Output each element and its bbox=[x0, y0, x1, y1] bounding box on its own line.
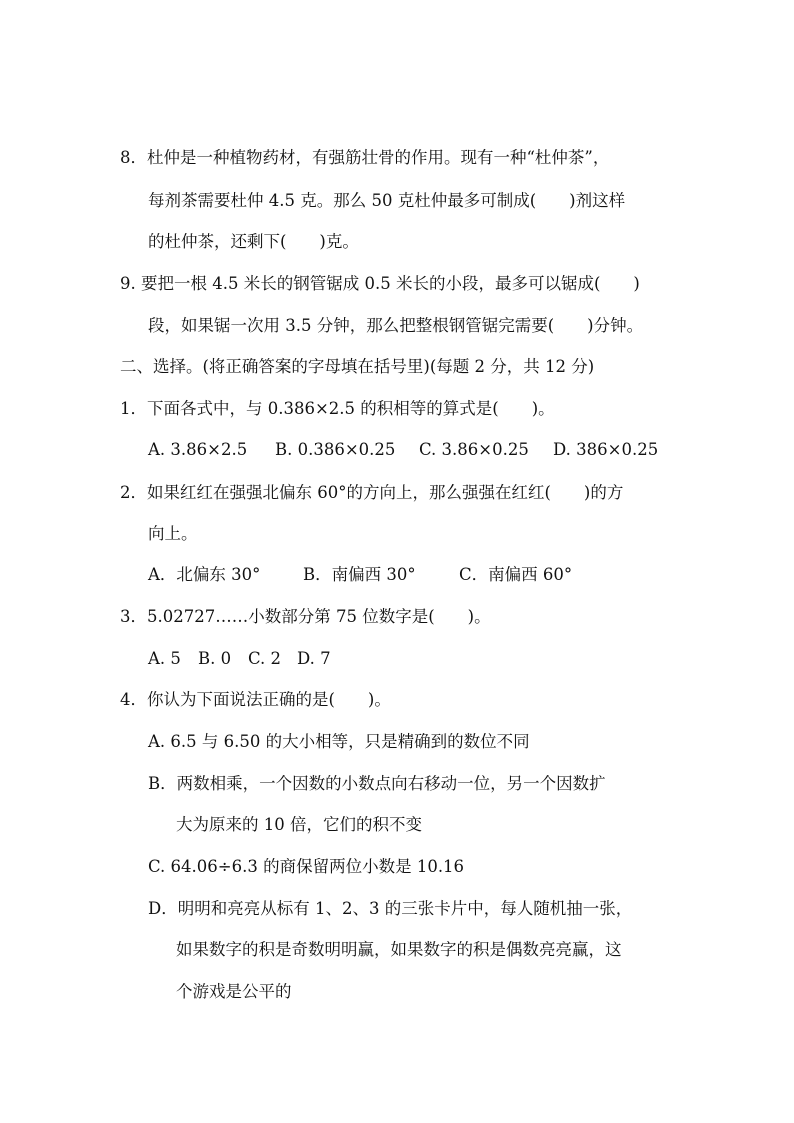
choice-q1-stem: 1．下面各式中，与 0.386×2.5 的积相等的算式是( )。 bbox=[120, 399, 555, 418]
choice-q3-option-a: A. 5 bbox=[148, 649, 181, 668]
choice-q2-option-b: B．南偏西 30° bbox=[303, 565, 416, 584]
choice-q1-option-a: A. 3.86×2.5 bbox=[148, 440, 248, 459]
choice-q2-option-c: C．南偏西 60° bbox=[459, 565, 573, 584]
choice-q3-option-b: B. 0 bbox=[198, 649, 232, 668]
choice-q4-option-b-line2: 大为原来的 10 倍，它们的积不变 bbox=[176, 815, 422, 834]
choice-q4-option-b-line1: B．两数相乘，一个因数的小数点向右移动一位，另一个因数扩 bbox=[148, 774, 606, 793]
q8-line3: 的杜仲茶，还剩下( )克。 bbox=[148, 232, 359, 251]
q9-line2: 段，如果锯一次用 3.5 分钟，那么把整根钢管锯完需要( )分钟。 bbox=[148, 316, 644, 335]
choice-q4-option-d-line1: D．明明和亮亮从标有 1、2、3 的三张卡片中，每人随机抽一张， bbox=[148, 899, 633, 918]
q8-line2: 每剂茶需要杜仲 4.5 克。那么 50 克杜仲最多可制成( )剂这样 bbox=[148, 191, 626, 210]
choice-q4-option-d-line2: 如果数字的积是奇数明明赢，如果数字的积是偶数亮亮赢，这 bbox=[176, 940, 622, 959]
q9-line1: 9. 要把一根 4.5 米长的钢管锯成 0.5 米长的小段，最多可以锯成( ) bbox=[120, 274, 640, 293]
choice-q2-option-a: A．北偏东 30° bbox=[148, 565, 261, 584]
choice-q4-option-d-line3: 个游戏是公平的 bbox=[176, 982, 292, 1001]
choice-q3-option-d: D. 7 bbox=[297, 649, 331, 668]
choice-q1-option-d: D. 386×0.25 bbox=[553, 440, 659, 459]
choice-q1-option-c: C. 3.86×0.25 bbox=[419, 440, 529, 459]
choice-q2-stem-line1: 2．如果红红在强强北偏东 60°的方向上，那么强强在红红( )的方 bbox=[120, 483, 624, 502]
choice-q4-stem: 4．你认为下面说法正确的是( )。 bbox=[120, 690, 391, 709]
q8-line1: 8．杜仲是一种植物药材，有强筋壮骨的作用。现有一种“杜仲茶”， bbox=[120, 148, 610, 167]
choice-q1-option-b: B. 0.386×0.25 bbox=[275, 440, 396, 459]
section2-heading: 二、选择。(将正确答案的字母填在括号里)(每题 2 分，共 12 分) bbox=[120, 357, 595, 376]
choice-q3-option-c: C. 2 bbox=[248, 649, 282, 668]
choice-q2-stem-line2: 向上。 bbox=[148, 524, 198, 543]
choice-q4-option-c: C. 64.06÷6.3 的商保留两位小数是 10.16 bbox=[148, 857, 465, 876]
choice-q3-stem: 3．5.02727……小数部分第 75 位数字是( )。 bbox=[120, 607, 491, 626]
choice-q4-option-a: A. 6.5 与 6.50 的大小相等，只是精确到的数位不同 bbox=[148, 732, 530, 751]
